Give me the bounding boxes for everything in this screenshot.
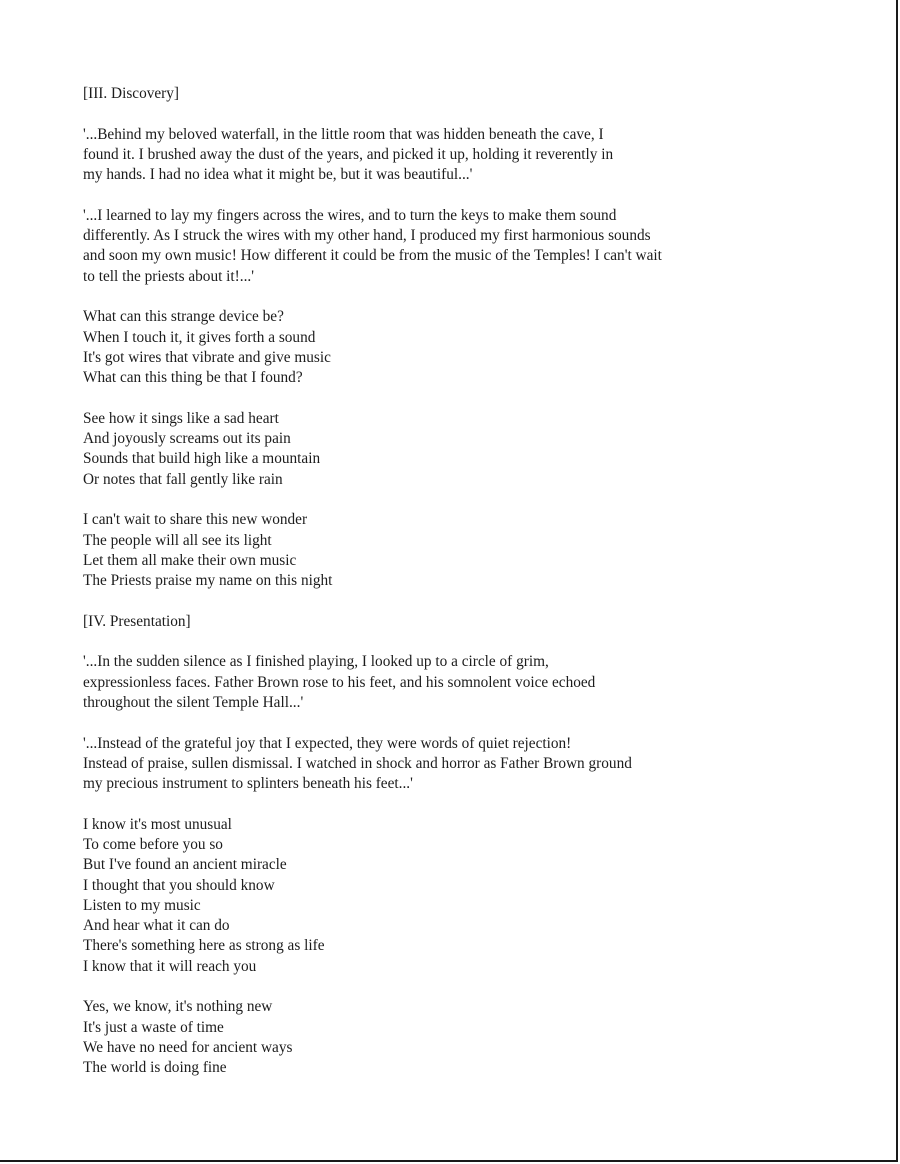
text-line: my precious instrument to splinters beneath his feet...' xyxy=(83,775,413,793)
text-line: '...I learned to lay my fingers across the wires, and to turn the keys to make them sound xyxy=(83,206,617,224)
text-line: Or notes that fall gently like rain xyxy=(83,470,283,488)
text-line: Listen to my music xyxy=(83,896,201,914)
text-block xyxy=(83,409,803,490)
text-block xyxy=(83,734,803,795)
text-line: And joyously screams out its pain xyxy=(83,430,291,448)
text-line: differently. As I struck the wires with my other hand, I produced my first harmonious sounds xyxy=(83,227,651,245)
text-line: I know that it will reach you xyxy=(83,957,257,975)
text-line: To come before you so xyxy=(83,835,223,853)
text-line: I can't wait to share this new wonder xyxy=(83,511,308,529)
text-line: What can this strange device be? xyxy=(83,308,284,326)
text-line: throughout the silent Temple Hall...' xyxy=(83,693,304,711)
text-line: When I touch it, it gives forth a sound xyxy=(83,328,316,346)
text-block xyxy=(83,307,803,388)
text-line: There's something here as strong as life xyxy=(83,937,325,955)
section-heading: [IV. Presentation] xyxy=(83,612,191,630)
text-line: '...Instead of the grateful joy that I expected, they were words of quiet rejection! xyxy=(83,734,572,752)
text-line: See how it sings like a sad heart xyxy=(83,409,279,427)
text-block xyxy=(83,815,803,977)
text-line: But I've found an ancient miracle xyxy=(83,856,287,874)
text-line: It's got wires that vibrate and give music xyxy=(83,348,331,366)
text-line: We have no need for ancient ways xyxy=(83,1038,293,1056)
text-line: expressionless faces. Father Brown rose to his feet, and his somnolent voice echoed xyxy=(83,673,596,691)
text-line: '...Behind my beloved waterfall, in the little room that was hidden beneath the cave, I xyxy=(83,125,604,143)
text-line: The world is doing fine xyxy=(83,1059,227,1077)
text-line: Sounds that build high like a mountain xyxy=(83,450,321,468)
text-line: It's just a waste of time xyxy=(83,1018,224,1036)
section-heading: [III. Discovery] xyxy=(83,85,179,102)
text-line: And hear what it can do xyxy=(83,917,230,935)
text-line: my hands. I had no idea what it might be, but it was beautiful...' xyxy=(83,166,473,184)
text-block xyxy=(83,652,803,713)
text-line: I know it's most unusual xyxy=(83,815,232,833)
text-line: and soon my own music! How different it could be from the music of the Temples! I can't wait xyxy=(83,247,662,265)
text-line: What can this thing be that I found? xyxy=(83,369,303,387)
text-line: Yes, we know, it's nothing new xyxy=(83,998,273,1016)
text-line: The Priests praise my name on this night xyxy=(83,572,333,590)
text-line: The people will all see its light xyxy=(83,531,272,549)
text-block xyxy=(83,206,803,287)
text-line: Instead of praise, sullen dismissal. I watched in shock and horror as Father Brown ground xyxy=(83,754,632,772)
text-line: '...In the sudden silence as I finished playing, I looked up to a circle of grim, xyxy=(83,653,549,671)
text-line: Let them all make their own music xyxy=(83,551,297,569)
document-body xyxy=(83,84,803,1099)
text-block xyxy=(83,510,803,591)
text-line: found it. I brushed away the dust of the years, and picked it up, holding it reverently in xyxy=(83,145,614,163)
text-block xyxy=(83,125,803,186)
text-line: to tell the priests about it!...' xyxy=(83,267,254,285)
text-line: I thought that you should know xyxy=(83,876,275,894)
text-block xyxy=(83,997,803,1078)
